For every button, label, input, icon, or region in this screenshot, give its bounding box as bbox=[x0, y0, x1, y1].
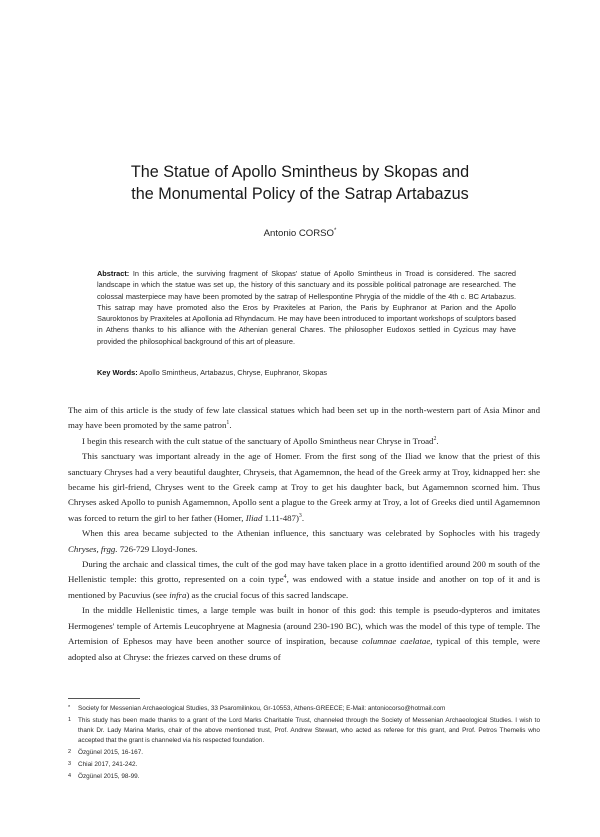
p4-italic: Chryses, frgg. bbox=[68, 543, 118, 554]
p1-end: . bbox=[229, 420, 232, 431]
footnote-author bbox=[68, 704, 540, 714]
p5-cont: , was endowed with a statue inside and another on top of it and is mentioned by Pacuvius (see bbox=[68, 574, 540, 600]
paragraph-5 bbox=[68, 557, 540, 603]
p1-text: The aim of this article is the study of few late classical statues which had been set up in the north-western part of Asia Minor and may have been promoted by the same patron bbox=[68, 405, 540, 431]
p3-text: This sanctuary was important already in the age of Homer. From the first song of the Iliad we know that the priest of this sanctuary Chryses had a very beautiful daughter, Chryseis, that Agamemnon, the head of the Greek army at Troy, kidnapped her: she became his girl-friend, Chryses went to the Greek camp at Troy to get his daughter back, but Agamemnon scorned him. Thus Chryses asked Apollo to punish Agamemnon, Apollo sent a plague to the Greek army at Troy, a lot of Greeks died until Agamemnon was forced to return the girl to her father (Homer, bbox=[68, 451, 540, 523]
footnote-ref-3[interactable]: 3 bbox=[298, 512, 302, 519]
footnote-ref-4[interactable]: 4 bbox=[283, 574, 287, 581]
footnote-divider bbox=[68, 698, 140, 699]
keywords-text: Apollo Smintheus, Artabazus, Chryse, Euphranor, Skopas bbox=[139, 368, 328, 377]
p6-italic: columnae caelatae bbox=[361, 636, 431, 647]
paragraph-2 bbox=[68, 434, 540, 449]
paragraph-4 bbox=[68, 526, 540, 557]
p5-text: During the archaic and classical times, the cult of the god may have taken place in a grotto identified around 200 m south of the Hellenistic temple: this grotto, represented on a coin type bbox=[68, 559, 540, 585]
footnote-number: * bbox=[68, 705, 71, 711]
p2-end: . bbox=[436, 435, 439, 446]
footnote-text: Chiai 2017, 241-242. bbox=[78, 760, 138, 768]
p5-end: ) as the crucial focus of this sacred landscape. bbox=[186, 589, 349, 600]
p5-italic: infra bbox=[169, 589, 187, 600]
paragraph-1 bbox=[68, 403, 540, 434]
footnote-text: Özgünel 2015, 16-167. bbox=[78, 748, 144, 756]
footnote-4 bbox=[68, 772, 540, 782]
footnote-3 bbox=[68, 760, 540, 770]
footnote-2 bbox=[68, 748, 540, 758]
p4-end: 726-729 Lloyd-Jones. bbox=[117, 543, 198, 554]
abstract bbox=[97, 268, 516, 347]
body-text bbox=[68, 403, 540, 665]
title-line-1: The Statue of Apollo Smintheus by Skopas and bbox=[130, 163, 470, 181]
p3-cont: 1.11-487) bbox=[262, 512, 299, 523]
author-name: Antonio CORSO bbox=[263, 228, 335, 240]
paragraph-3 bbox=[68, 449, 540, 526]
p3-end: . bbox=[301, 512, 305, 523]
p6-text: In the middle Hellenistic times, a large temple was built in honor of this god: this temple is pseudo-dypteros and imitates Hermogenes' temple of Artemis Leucophryene at Magnesia (around 230-190 BC), which was the model of this type of temple. The Artemision of Ephesos may have been another source of inspiration, because bbox=[68, 605, 540, 647]
footnote-number: 2 bbox=[68, 748, 72, 755]
paper-title bbox=[0, 161, 600, 205]
footnote-1 bbox=[68, 716, 540, 745]
p6-end: , typical of this temple, were adopted also at Chryse: the friezes carved on these drums of bbox=[68, 636, 540, 662]
p2-text: I begin this research with the cult statue of the sanctuary of Apollo Smintheus near Chryse in Troad bbox=[82, 435, 434, 446]
author-footnote-mark: * bbox=[334, 228, 337, 234]
keywords-label: Key Words: bbox=[97, 368, 138, 377]
p4-text: When this area became subjected to the Athenian influence, this sanctuary was celebrated by Sophocles with his tragedy bbox=[82, 528, 540, 539]
footnote-number: 3 bbox=[68, 760, 72, 767]
p3-italic: Iliad bbox=[245, 512, 263, 523]
abstract-text: In this article, the surviving fragment of Skopas' statue of Apollo Smintheus in Troad is considered. The sacred landscape in which the statue was set up, the history of this sanctuary and its possible political patronage are researched. The colossal masterpiece may have been promoted by the satrap of Hellespontine Phrygia of the middle of the 4th c. BC Artabazus. This satrap may have promoted also the Eros by Praxiteles at Parion, the Paris by Euphranor at Parion and the Apollo Sauroktonos by Praxiteles at Apollonia ad Rhyndacum. He may have been introduced to important workshops of sculptors based in Athens thanks to his alliance with the Athenian general Chares. The philosopher Eudoxos settled in Cyzicus may have provided the philosophical background of this art of pleasure. bbox=[97, 269, 517, 346]
footnote-text: This study has been made thanks to a grant of the Lord Marks Charitable Trust, channeled through the Society of Messenian Archaeological Studies. I wish to thank Dr. Lady Marina Marks, chair of the above mentioned trust, Prof. Andrew Stewart, who acted as referee for this grant, and Prof. Petros Themelis who accepted that the grant is channeled via his respected foundation. bbox=[78, 717, 540, 744]
paragraph-6 bbox=[68, 603, 540, 665]
keywords bbox=[97, 368, 516, 377]
author-line bbox=[0, 228, 600, 239]
footnote-number: 4 bbox=[68, 772, 72, 779]
footnote-text: Society for Messenian Archaeological Studies, 33 Psaromilinkou, Gr-10553, Athens-GREECE; E-Mail: antoniocorso@hotmail.com bbox=[78, 705, 446, 712]
footnote-number: 1 bbox=[68, 717, 72, 724]
footnote-text: Özgünel 2015, 98-99. bbox=[78, 772, 140, 780]
footnotes bbox=[68, 704, 540, 784]
footnote-ref-1[interactable]: 1 bbox=[226, 420, 230, 427]
abstract-label: Abstract: bbox=[97, 269, 130, 278]
title-line-2: the Monumental Policy of the Satrap Artabazus bbox=[131, 185, 469, 203]
footnote-ref-2[interactable]: 2 bbox=[433, 435, 437, 442]
